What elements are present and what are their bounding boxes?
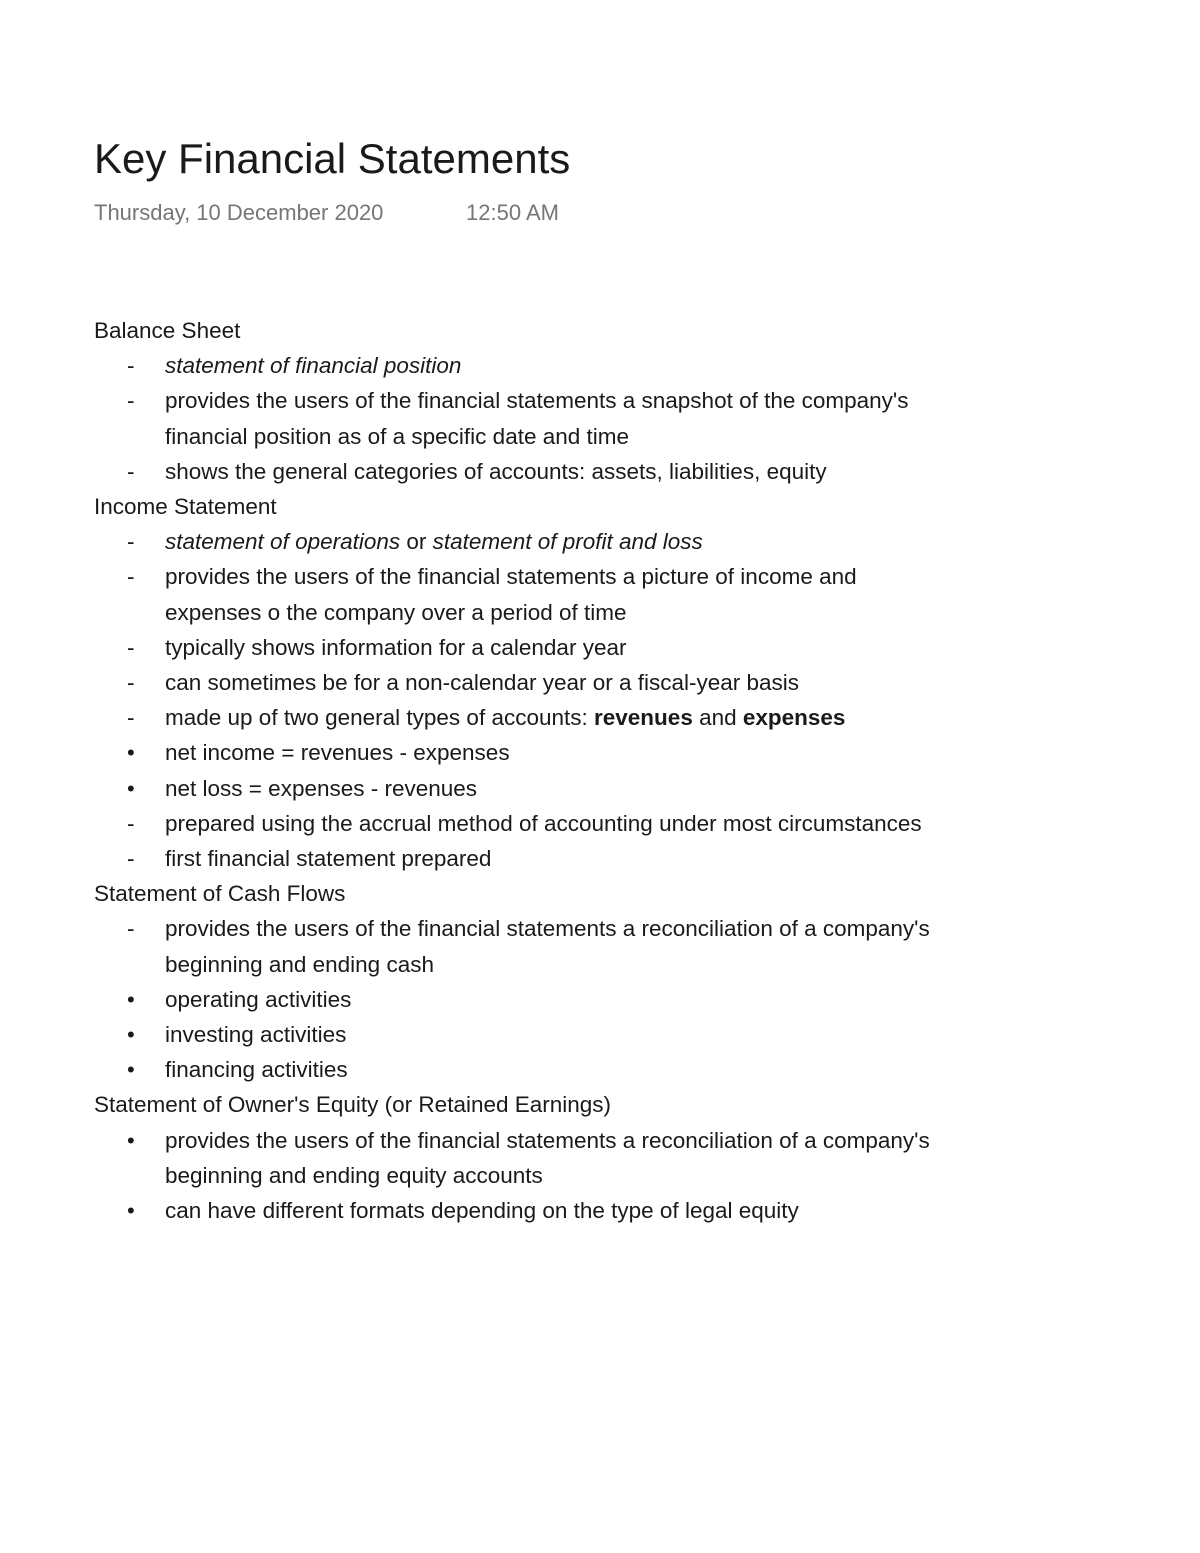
bullet-marker: • bbox=[127, 775, 135, 801]
bullet-marker: • bbox=[127, 1022, 135, 1048]
list-item-text: can sometimes be for a non-calendar year or a fiscal-year basis bbox=[165, 670, 800, 696]
list-item bbox=[94, 735, 935, 770]
note-time: 12:50 AM bbox=[466, 200, 559, 225]
dash-marker: - bbox=[127, 846, 135, 872]
list-item bbox=[94, 700, 935, 735]
list-item bbox=[94, 982, 935, 1017]
section-heading-balance-sheet: Balance Sheet bbox=[94, 318, 241, 343]
list-item-text-bold: expenses bbox=[742, 705, 846, 731]
list-item-text: first financial statement prepared bbox=[165, 846, 492, 872]
list-item bbox=[94, 771, 935, 806]
list-item-text: prepared using the accrual method of accounting under most circumstances bbox=[165, 810, 922, 836]
list-item-text: provides the users of the financial statements a picture of income and expenses o the company over a period of time bbox=[165, 564, 857, 625]
dash-marker: - bbox=[127, 670, 135, 696]
bullet-marker: • bbox=[127, 740, 135, 766]
list-item bbox=[94, 1017, 935, 1052]
list-item-text: can have different formats depending on the type of legal equity bbox=[165, 1198, 799, 1224]
list-item-text: provides the users of the financial statements a reconciliation of a company's beginning and ending equity accounts bbox=[165, 1127, 930, 1188]
section-heading-cash-flows: Statement of Cash Flows bbox=[94, 881, 346, 907]
list-item-text: typically shows information for a calendar year bbox=[165, 634, 627, 660]
section-heading-income-statement: Income Statement bbox=[94, 494, 277, 520]
note-body bbox=[94, 313, 1094, 1228]
bullet-marker: • bbox=[127, 1127, 135, 1153]
list-item-text: net loss = expenses - revenues bbox=[165, 775, 478, 801]
list-item bbox=[94, 806, 935, 841]
list-item bbox=[94, 630, 935, 665]
list-item-text-italic: statement of operations bbox=[165, 529, 401, 555]
list-item-text: provides the users of the financial statements a reconciliation of a company's beginning and ending cash bbox=[165, 916, 930, 977]
list-item-text-italic: statement of profit and loss bbox=[432, 529, 703, 555]
list-item bbox=[94, 665, 935, 700]
list-item bbox=[94, 1123, 935, 1193]
dash-marker: - bbox=[127, 634, 135, 660]
dash-marker: - bbox=[127, 705, 135, 731]
list-item bbox=[94, 1193, 935, 1228]
dash-marker: - bbox=[127, 388, 135, 414]
list-item bbox=[94, 524, 935, 559]
dash-marker: - bbox=[127, 916, 135, 942]
list-item-text: made up of two general types of accounts: bbox=[165, 705, 595, 731]
list-item-text: investing activities bbox=[165, 1022, 347, 1048]
bullet-marker: • bbox=[127, 1198, 135, 1224]
list-item-text: financing activities bbox=[165, 1057, 348, 1083]
list-item-text: provides the users of the financial statements a snapshot of the company's financial position as of a specific date and time bbox=[165, 388, 909, 449]
list-item bbox=[94, 383, 935, 453]
list-item-text: or bbox=[400, 529, 433, 555]
dash-marker: - bbox=[127, 353, 135, 379]
list-item-text: net income = revenues - expenses bbox=[165, 740, 510, 766]
note-date: Thursday, 10 December 2020 bbox=[94, 200, 384, 225]
dash-marker: - bbox=[127, 529, 135, 555]
dash-marker: - bbox=[127, 810, 135, 836]
list-item bbox=[94, 348, 935, 383]
list-item-text: shows the general categories of accounts: assets, liabilities, equity bbox=[165, 458, 827, 484]
list-item bbox=[94, 911, 935, 981]
section-heading-owners-equity: Statement of Owner's Equity (or Retained Earnings) bbox=[94, 1092, 612, 1118]
bullet-marker: • bbox=[127, 986, 135, 1012]
dash-marker: - bbox=[127, 564, 135, 590]
list-item bbox=[94, 454, 935, 489]
list-item-text: operating activities bbox=[165, 986, 352, 1012]
dash-marker: - bbox=[127, 458, 135, 484]
list-item bbox=[94, 841, 935, 876]
list-item bbox=[94, 559, 935, 629]
list-item-text: and bbox=[692, 705, 743, 731]
page-title: Key Financial Statements bbox=[94, 135, 571, 182]
list-item-text-bold: revenues bbox=[594, 705, 693, 731]
list-item-text: statement of financial position bbox=[165, 353, 462, 379]
list-item bbox=[94, 1052, 935, 1087]
bullet-marker: • bbox=[127, 1057, 135, 1083]
